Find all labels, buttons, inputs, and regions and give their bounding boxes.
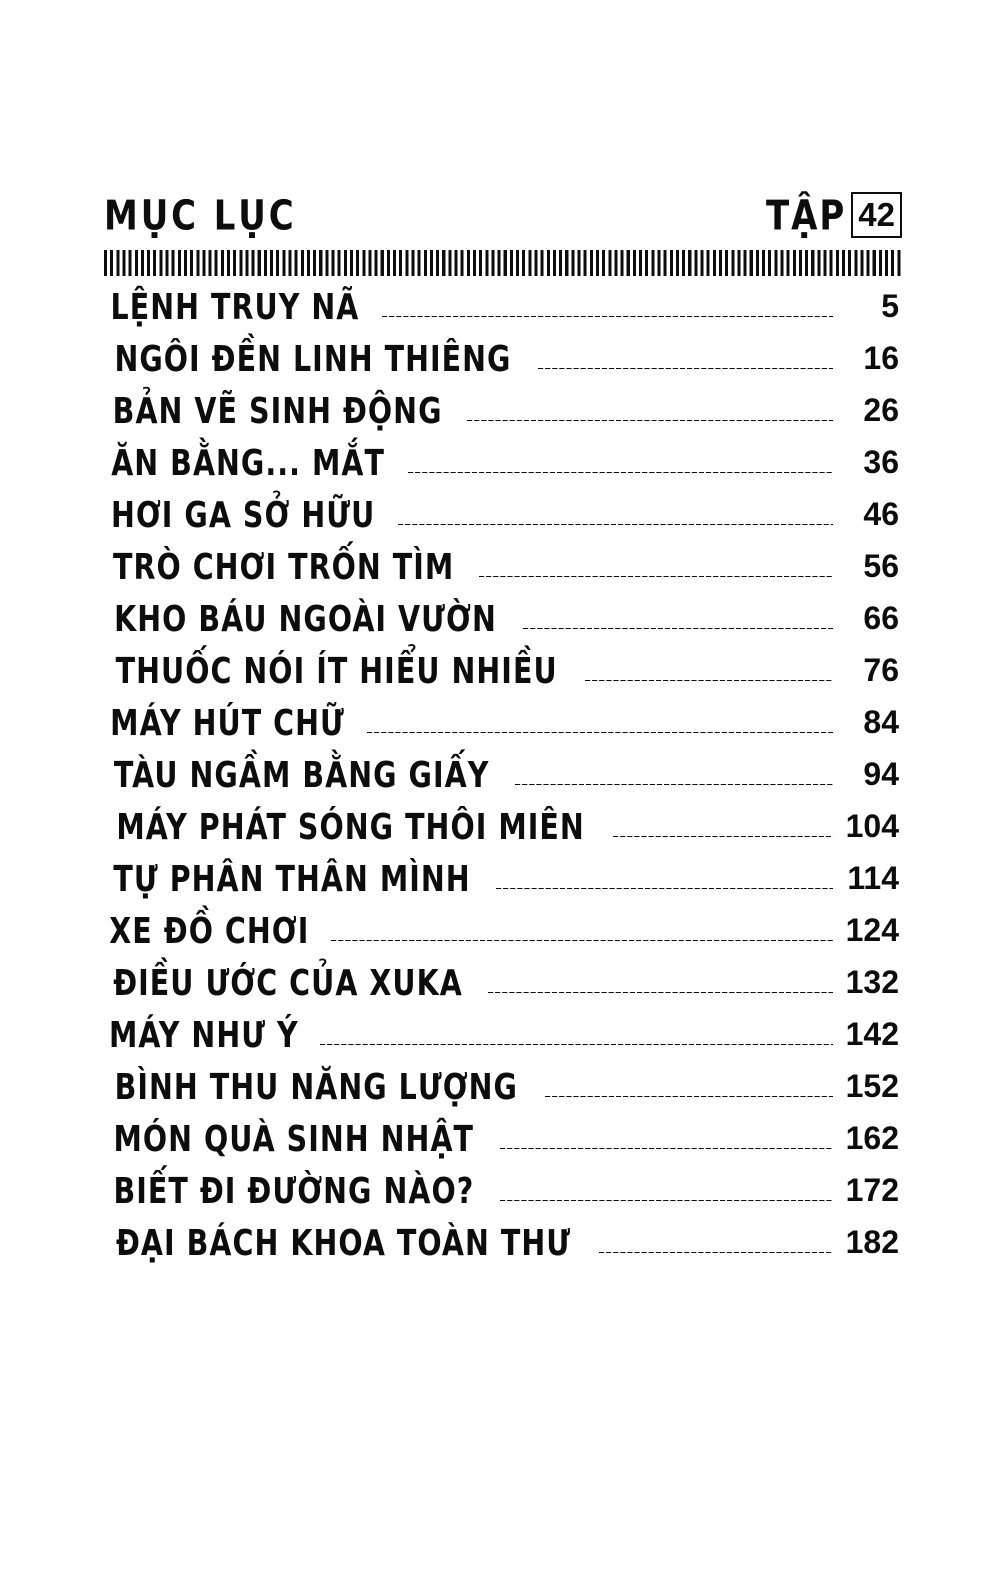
- toc-entry-title: MÁY NHƯ Ý: [108, 1014, 299, 1057]
- toc-entry-title: LỆNH TRUY NÃ: [110, 286, 360, 329]
- toc-entry-page-number: 76: [863, 652, 899, 688]
- toc-entry-page-number: 26: [863, 392, 899, 428]
- toc-entry-title: MÁY PHÁT SÓNG THÔI MIÊN: [116, 806, 585, 849]
- volume-number-box: 42: [851, 192, 902, 238]
- toc-entry[interactable]: [104, 808, 899, 860]
- toc-entry-title: MÓN QUÀ SINH NHẬT: [113, 1118, 475, 1161]
- toc-entry-page-number: 66: [863, 600, 899, 636]
- toc-entry[interactable]: [104, 1016, 899, 1068]
- toc-entry-title: ĐẠI BÁCH KHOA TOÀN THƯ: [115, 1222, 572, 1265]
- toc-entry-page-number: 124: [845, 912, 899, 948]
- toc-entry-title: BÌNH THU NĂNG LƯỢNG: [114, 1066, 518, 1109]
- toc-entry[interactable]: [104, 496, 899, 548]
- toc-entry-page-number: 162: [845, 1120, 899, 1156]
- toc-entry[interactable]: [104, 652, 899, 704]
- toc-dot-leader: [599, 1252, 833, 1253]
- toc-entry[interactable]: [104, 704, 899, 756]
- toc-entry-title: BIẾT ĐI ĐƯỜNG NÀO?: [113, 1170, 475, 1213]
- toc-entry[interactable]: [104, 288, 899, 340]
- toc-entry[interactable]: [104, 600, 899, 652]
- toc-entry[interactable]: [104, 392, 899, 444]
- toc-dot-leader: [398, 524, 833, 525]
- toc-entry-title: MÁY HÚT CHỮ: [110, 702, 345, 745]
- toc-entry-title: TRÒ CHƠI TRỐN TÌM: [112, 546, 455, 589]
- toc-entry[interactable]: [104, 340, 899, 392]
- toc-entry[interactable]: [104, 1068, 899, 1120]
- toc-entry-title: BẢN VẼ SINH ĐỘNG: [112, 390, 443, 433]
- toc-dot-leader: [613, 836, 833, 837]
- toc-dot-leader: [479, 576, 833, 577]
- toc-entry[interactable]: [104, 548, 899, 600]
- toc-entry-page-number: 94: [863, 756, 899, 792]
- toc-entry-page-number: 104: [845, 808, 899, 844]
- toc-entry-page-number: 16: [863, 340, 899, 376]
- toc-entry[interactable]: [104, 912, 899, 964]
- toc-entry-title: ĂN BẰNG... MẮT: [111, 442, 385, 485]
- toc-entry[interactable]: [104, 1172, 899, 1224]
- toc-entry-page-number: 36: [863, 444, 899, 480]
- toc-entry-page-number: 56: [863, 548, 899, 584]
- toc-entry-title: XE ĐỒ CHƠI: [109, 910, 310, 953]
- toc-entry-page-number: 114: [847, 860, 899, 896]
- volume-indicator: [765, 192, 902, 241]
- toc-entry-page-number: 182: [845, 1224, 899, 1260]
- toc-dot-leader: [523, 628, 833, 629]
- toc-dot-leader: [367, 732, 833, 733]
- toc-entry-title: KHO BÁU NGOÀI VƯỜN: [114, 598, 497, 641]
- toc-dot-leader: [515, 784, 833, 785]
- toc-entry-page-number: 132: [845, 964, 899, 1000]
- toc-entry-title: NGÔI ĐỀN LINH THIÊNG: [114, 338, 512, 381]
- toc-entry[interactable]: [104, 860, 899, 912]
- toc-entry[interactable]: [104, 1120, 899, 1172]
- toc-entry[interactable]: [104, 756, 899, 808]
- page-title: MỤC LỤC: [104, 193, 297, 241]
- volume-label: TẬP: [765, 193, 846, 241]
- toc-entry-title: THUỐC NÓI ÍT HIỂU NHIỀU: [115, 650, 558, 693]
- toc-dot-leader: [538, 368, 833, 369]
- toc-dot-leader: [331, 940, 833, 941]
- decorative-striped-rule: [104, 250, 901, 276]
- toc-entry-page-number: 142: [845, 1016, 899, 1052]
- toc-dot-leader: [467, 420, 833, 421]
- toc-dot-leader: [382, 316, 833, 317]
- toc-entry-page-number: 46: [863, 496, 899, 532]
- toc-dot-leader: [585, 680, 833, 681]
- toc-entry[interactable]: [104, 964, 899, 1016]
- toc-dot-leader: [545, 1096, 833, 1097]
- toc-entry-page-number: 152: [845, 1068, 899, 1104]
- toc-entry-title: HƠI GA SỞ HỮU: [110, 494, 376, 537]
- toc-dot-leader: [500, 1148, 833, 1149]
- page-header: [104, 186, 902, 241]
- table-of-contents: [104, 288, 899, 1276]
- toc-dot-leader: [488, 992, 833, 993]
- toc-entry-title: ĐIỀU ƯỚC CỦA XUKA: [113, 962, 463, 1005]
- toc-dot-leader: [500, 1200, 833, 1201]
- toc-entry-page-number: 84: [863, 704, 899, 740]
- toc-dot-leader: [320, 1044, 833, 1045]
- toc-entry-page-number: 5: [881, 288, 899, 324]
- toc-entry-page-number: 172: [845, 1172, 899, 1208]
- toc-entry[interactable]: [104, 1224, 899, 1276]
- toc-dot-leader: [408, 472, 833, 473]
- toc-entry-title: TÀU NGẦM BẰNG GIẤY: [113, 754, 490, 797]
- toc-dot-leader: [496, 888, 833, 889]
- toc-entry-title: TỰ PHÂN THÂN MÌNH: [113, 858, 471, 901]
- toc-entry[interactable]: [104, 444, 899, 496]
